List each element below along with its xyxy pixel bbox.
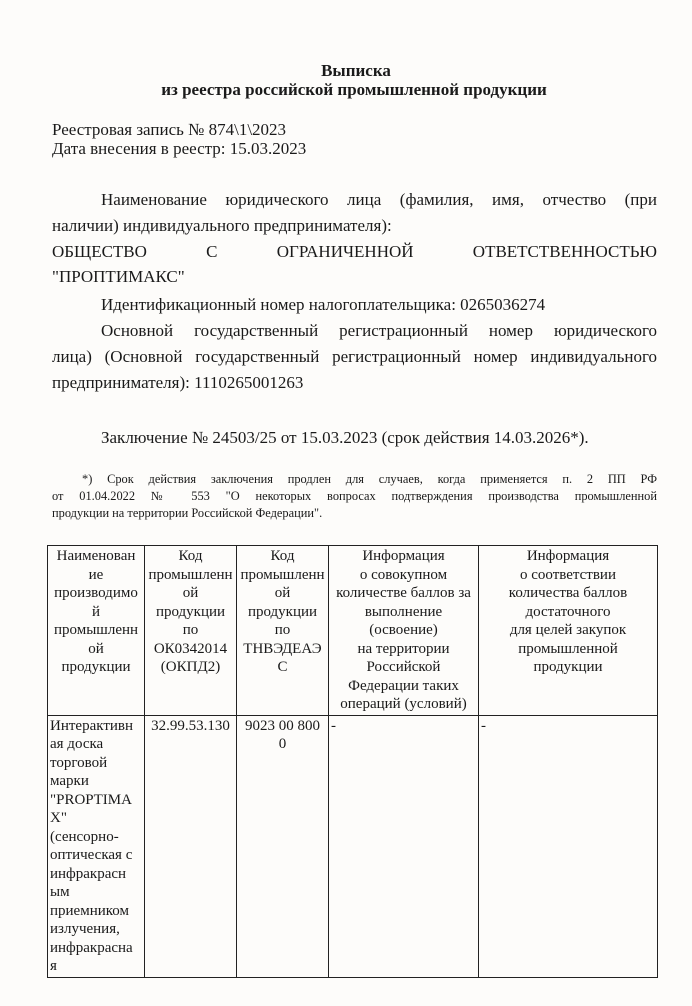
ogrn-line3: предпринимателя): 1110265001263	[52, 373, 304, 392]
footnote-line3: продукции на территории Российской Федерации".	[52, 506, 323, 520]
document-title: Выписка	[321, 61, 391, 80]
sufficiency-cell: -	[479, 715, 658, 977]
header-product-name: Наименован ие производимо й промышленн ой продукции	[48, 546, 145, 716]
registry-entry: Реестровая запись № 874\1\2023	[52, 120, 287, 139]
products-table	[47, 545, 658, 978]
header-points-info: Информация о совокупном количестве баллов за выполнение (освоение) на территории Российской Федерации таких операций (условий)	[329, 546, 479, 716]
ogrn-line2: лица) (Основной государственный регистрационный номер индивидуального	[52, 347, 657, 366]
header-sufficiency-info: Информация о соответствии количества баллов достаточного для целей закупок промышленной продукции	[479, 546, 658, 716]
table-row	[48, 715, 658, 977]
footnote-line1: *) Срок действия заключения продлен для случаев, когда применяется п. 2 ПП РФ	[82, 472, 657, 486]
ogrn-line1: Основной государственный регистрационный номер юридического	[101, 321, 657, 340]
points-cell: -	[329, 715, 479, 977]
entity-label-line1: Наименование юридического лица (фамилия, имя, отчество (при	[101, 190, 657, 209]
tnved-code-cell: 9023 00 800 0	[237, 715, 329, 977]
header-tnved-code: Код промышленн ой продукции по ТНВЭДЕАЭ С	[237, 546, 329, 716]
inn-line: Идентификационный номер налогоплательщика: 0265036274	[101, 295, 546, 314]
table-header-row	[48, 546, 658, 716]
product-name-cell: Интерактивн ая доска торговой марки "PROPTIMA X" (сенсорно- оптическая с инфракрасн ым приемником излучения, инфракрасна я	[48, 715, 145, 977]
entity-label-line2: наличии) индивидуального предпринимателя):	[52, 216, 392, 235]
okpd2-code-cell: 32.99.53.130	[145, 715, 237, 977]
footnote-line2: от 01.04.2022 № 553 "О некоторых вопросах подтверждения производства промышленной	[52, 489, 657, 503]
entity-name-line1: ОБЩЕСТВО С ОГРАНИЧЕННОЙ ОТВЕТСТВЕННОСТЬЮ	[52, 242, 657, 261]
entity-name-line2: "ПРОПТИМАКС"	[52, 267, 185, 286]
conclusion-line: Заключение № 24503/25 от 15.03.2023 (срок действия 14.03.2026*).	[101, 428, 589, 447]
header-okpd2-code: Код промышленн ой продукции по ОК0342014 (ОКПД2)	[145, 546, 237, 716]
document-subtitle: из реестра российской промышленной продукции	[161, 80, 547, 99]
registry-date: Дата внесения в реестр: 15.03.2023	[52, 139, 307, 158]
